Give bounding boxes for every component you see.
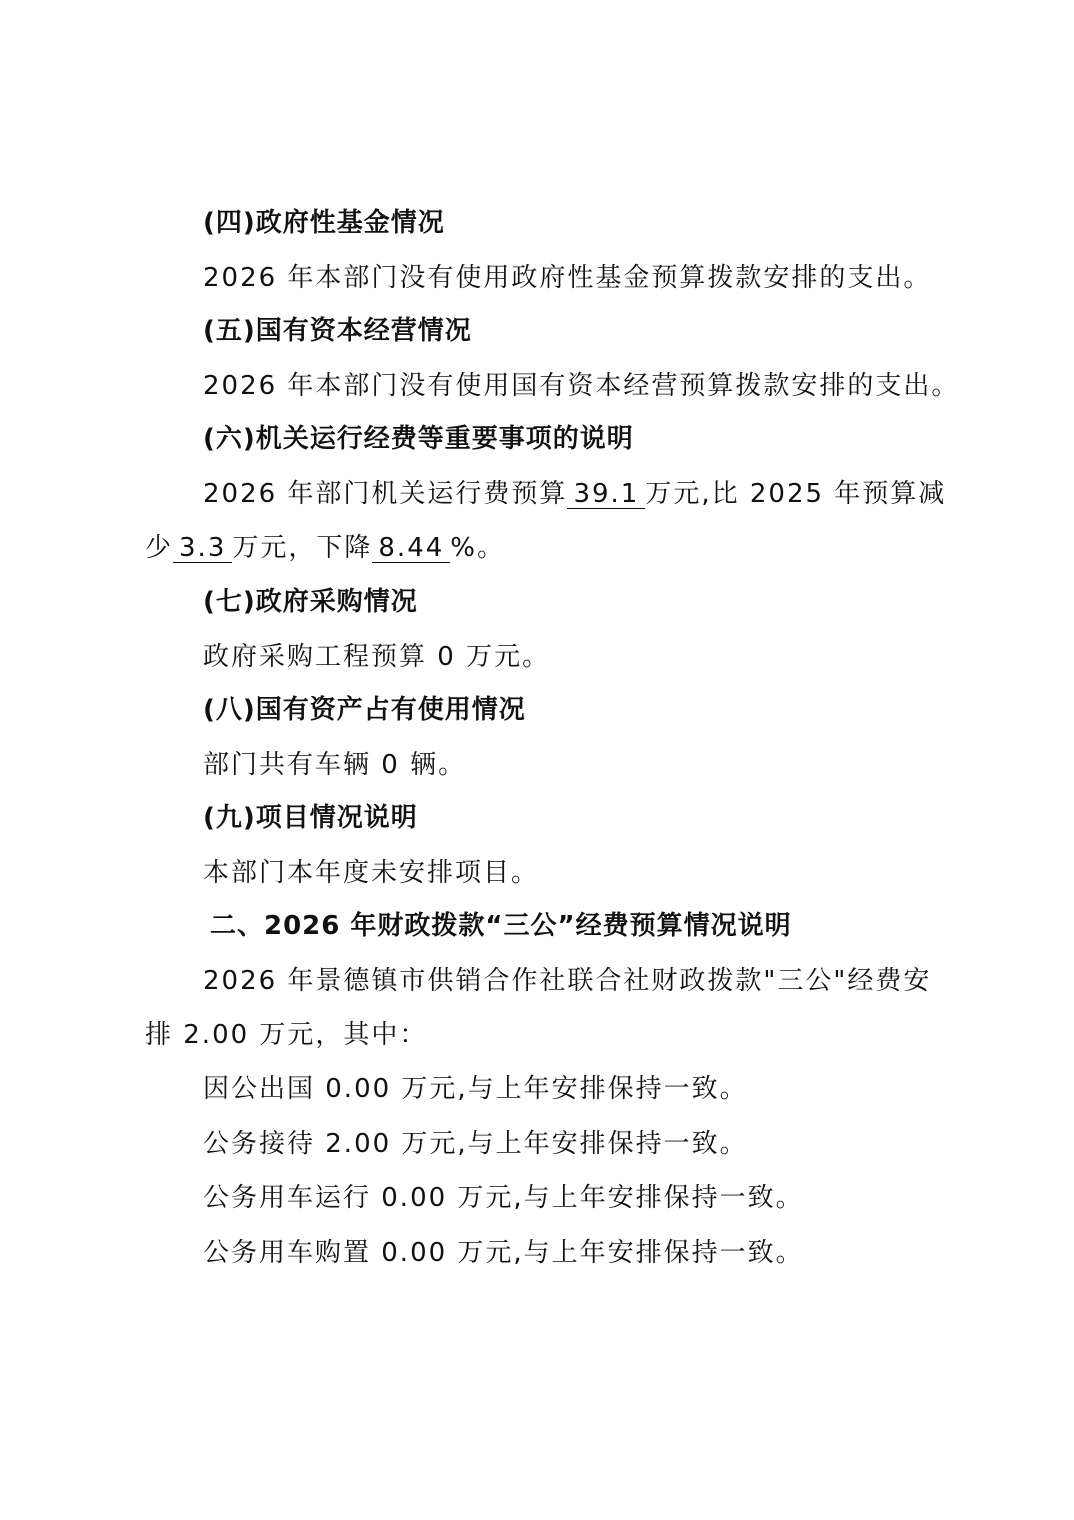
operating-text-a: 2026 年部门机关运行费预算 [203, 479, 568, 509]
list-item-official-reception: 公务接待 2.00 万元,与上年安排保持一致。 [203, 1129, 748, 1159]
heading-operating-expense: (六)机关运行经费等重要事项的说明 [203, 424, 634, 454]
operating-text-b: 万元,比 2025 年预算减 [645, 479, 947, 509]
operating-budget-value: 39.1 [567, 480, 645, 509]
paragraph-procurement: 政府采购工程预算 0 万元。 [203, 642, 551, 672]
operating-text-e: %。 [450, 533, 505, 563]
heading-state-capital: (五)国有资本经营情况 [203, 316, 472, 346]
paragraph-state-capital: 2026 年本部门没有使用国有资本经营预算拨款安排的支出。 [203, 371, 960, 401]
heading-procurement: (七)政府采购情况 [203, 587, 418, 617]
paragraph-three-public-intro-line1: 2026 年景德镇市供销合作社联合社财政拨款"三公"经费安 [203, 966, 932, 996]
reduction-value: 3.3 [173, 534, 232, 563]
heading-gov-fund: (四)政府性基金情况 [203, 208, 445, 238]
paragraph-state-assets: 部门共有车辆 0 辆。 [203, 750, 467, 780]
paragraph-projects: 本部门本年度未安排项目。 [203, 858, 540, 888]
paragraph-three-public-intro-line2: 排 2.00 万元，其中： [145, 1020, 428, 1050]
paragraph-operating-expense-line1 [203, 477, 946, 511]
heading-projects: (九)项目情况说明 [203, 803, 418, 833]
decline-percent-value: 8.44 [372, 534, 450, 563]
paragraph-operating-expense-line2 [145, 531, 505, 565]
list-item-overseas-travel: 因公出国 0.00 万元,与上年安排保持一致。 [203, 1074, 748, 1104]
list-item-vehicle-operation: 公务用车运行 0.00 万元,与上年安排保持一致。 [203, 1183, 804, 1213]
heading-state-assets: (八)国有资产占有使用情况 [203, 695, 526, 725]
list-item-vehicle-purchase: 公务用车购置 0.00 万元,与上年安排保持一致。 [203, 1238, 804, 1268]
heading-three-public-expenses: 二、2026 年财政拨款“三公”经费预算情况说明 [210, 911, 792, 941]
paragraph-gov-fund: 2026 年本部门没有使用政府性基金预算拨款安排的支出。 [203, 263, 932, 293]
operating-text-c: 少 [145, 533, 174, 563]
operating-text-d: 万元，下降 [232, 533, 373, 563]
